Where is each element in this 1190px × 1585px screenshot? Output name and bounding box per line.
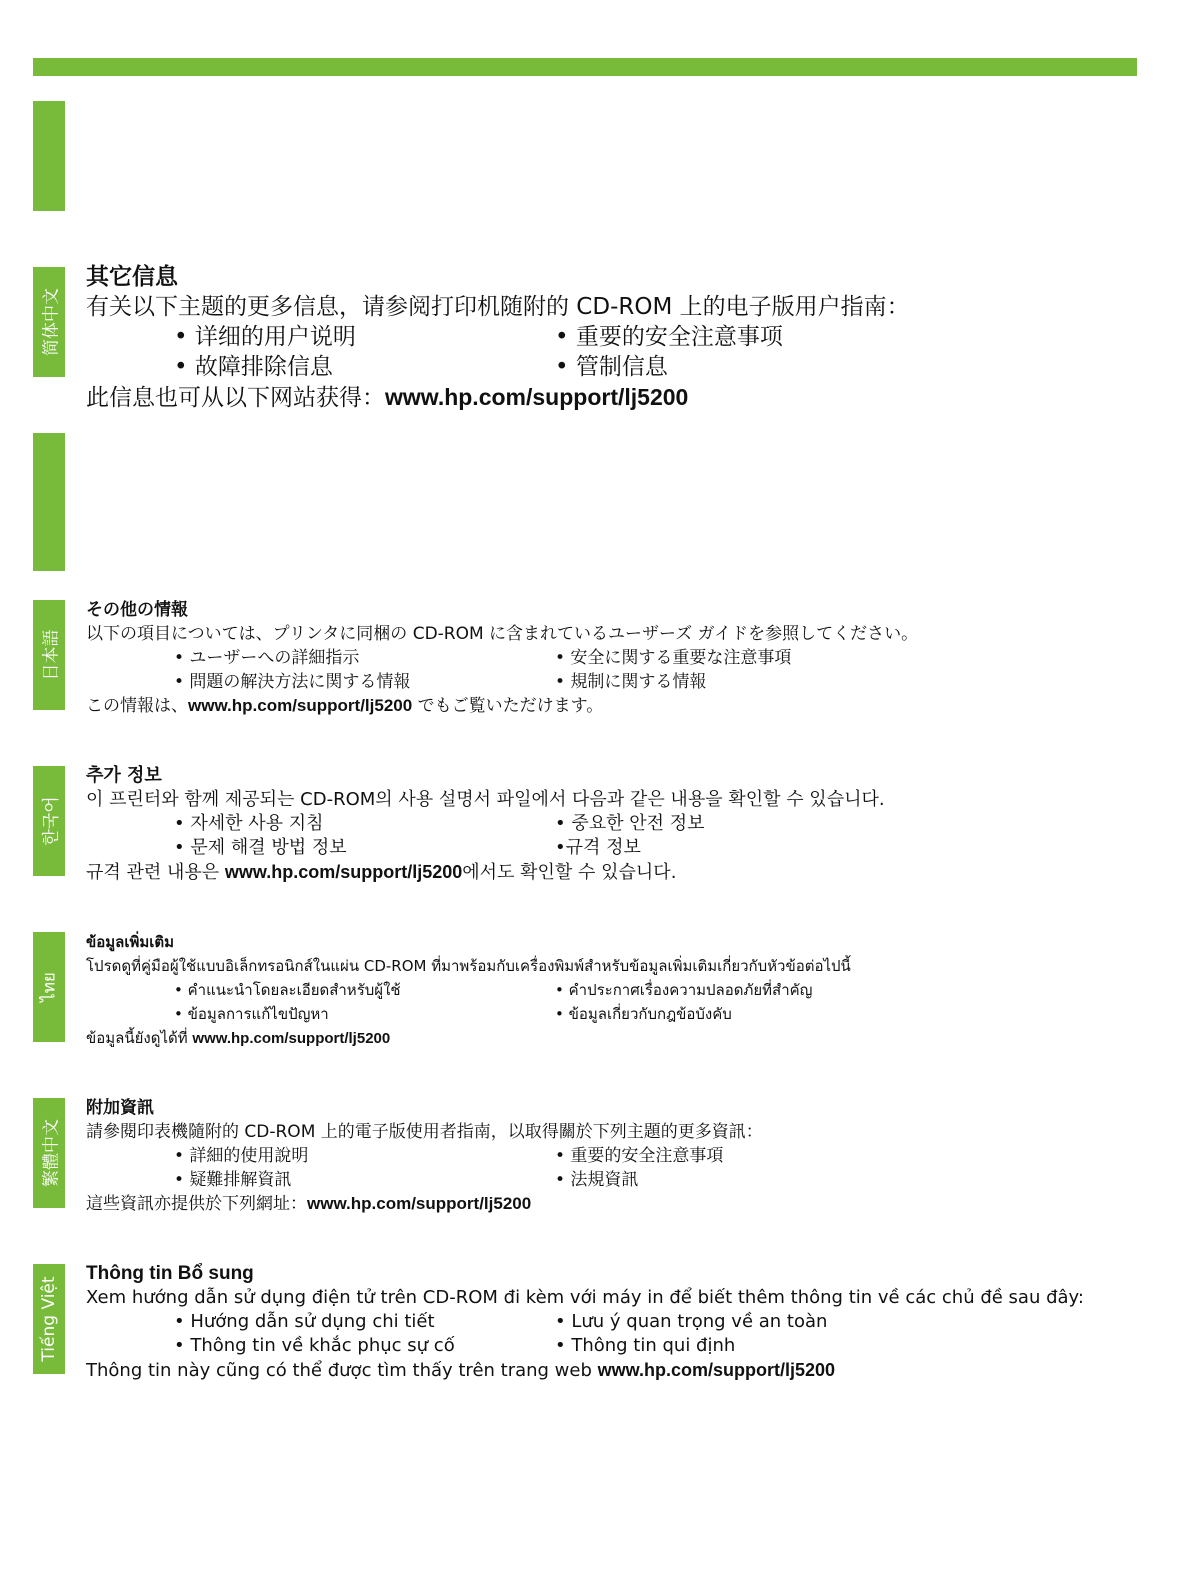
bullet-item: • 疑難排解資訊 — [174, 1170, 292, 1190]
intro-text: โปรดดูที่คู่มือผู้ใช้แบบอิเล็กทรอนิกส์ในแผ่น CD-ROM ที่มาพร้อมกับเครื่องพิมพ์สำหรับข้อมูลเพิ่มเติมเกี่ยวกับหัวข้อต่อไปนี้ — [86, 957, 851, 975]
section-simplified-chinese — [86, 262, 1176, 412]
tab-traditional-chinese — [33, 1098, 65, 1208]
section-title: Thông tin Bổ sung — [86, 1263, 254, 1284]
section-title: 其它信息 — [86, 264, 178, 290]
bullet-item: • 詳細的使用說明 — [174, 1146, 309, 1166]
section-title: ข้อมูลเพิ่มเติม — [86, 933, 175, 951]
footer-text: ข้อมูลนี้ยังดูได้ที่ — [86, 1029, 193, 1047]
bullet-row — [86, 1334, 1176, 1358]
support-url[interactable]: www.hp.com/support/lj5200 — [597, 1360, 836, 1380]
section-korean — [86, 764, 1176, 884]
bullet-item: • 详细的用户说明 — [174, 324, 356, 350]
section-title: 附加資訊 — [86, 1098, 154, 1118]
support-url[interactable]: www.hp.com/support/lj5200 — [385, 384, 689, 410]
footer-text: 此信息也可从以下网站获得： — [86, 385, 385, 411]
footer-line — [86, 1026, 1176, 1050]
bullet-row — [86, 646, 1176, 670]
support-url[interactable]: www.hp.com/support/lj5200 — [192, 1030, 391, 1047]
intro-text: Xem hướng dẫn sử dụng điện tử trên CD-ROM đi kèm với máy in để biết thêm thông tin về các chủ đề sau đây: — [86, 1287, 1084, 1308]
bullet-item: • 重要的安全注意事项 — [555, 324, 783, 350]
section-vietnamese — [86, 1262, 1176, 1382]
tab-vietnamese — [33, 1264, 65, 1374]
footer-text: 규격 관련 내용은 — [86, 862, 225, 883]
section-thai — [86, 930, 1176, 1050]
tab-label: 한국어 — [41, 796, 62, 846]
bullet-row — [86, 812, 1176, 836]
bullet-item: • 重要的安全注意事項 — [555, 1146, 724, 1166]
bullet-item: • 安全に関する重要な注意事項 — [555, 648, 792, 668]
top-accent-bar — [33, 58, 1137, 76]
bullet-row — [86, 1310, 1176, 1334]
bullet-row — [86, 1168, 1176, 1192]
bullet-item: • Thông tin qui định — [555, 1335, 736, 1356]
bullet-row — [86, 1002, 1176, 1026]
intro-text: 有关以下主题的更多信息，请参阅打印机随附的 CD-ROM 上的电子版用户指南： — [86, 294, 910, 320]
bullet-item: • Thông tin về khắc phục sự cố — [174, 1335, 455, 1356]
section-title: 추가 정보 — [86, 765, 162, 786]
bullet-item: • ユーザーへの詳細指示 — [174, 648, 360, 668]
tab-label: Tiếng Việt — [39, 1276, 59, 1362]
footer-line — [86, 382, 1176, 412]
intro-text: 請參閱印表機隨附的 CD-ROM 上的電子版使用者指南，以取得關於下列主題的更多資訊： — [86, 1122, 763, 1142]
tab-simplified-chinese — [33, 267, 65, 377]
footer-text: この情報は、 — [86, 696, 188, 716]
footer-text: 這些資訊亦提供於下列網址： — [86, 1194, 307, 1214]
bullet-item: • 자세한 사용 지침 — [174, 813, 324, 834]
bullet-item: • 問題の解決方法に関する情報 — [174, 672, 411, 692]
bullet-row — [86, 670, 1176, 694]
tab-label: 日本語 — [41, 629, 62, 681]
bullet-row — [86, 322, 1176, 352]
bullet-item: • คำแนะนำโดยละเอียดสำหรับผู้ใช้ — [174, 981, 401, 999]
support-url[interactable]: www.hp.com/support/lj5200 — [224, 862, 463, 882]
bullet-item: • 管制信息 — [555, 354, 668, 380]
intro-text: 以下の項目については、プリンタに同梱の CD-ROM に含まれているユーザーズ ガイドを参照してください。 — [86, 624, 919, 644]
section-title: その他の情報 — [86, 600, 188, 620]
support-url[interactable]: www.hp.com/support/lj5200 — [188, 696, 413, 715]
footer-line — [86, 860, 1176, 884]
support-url[interactable]: www.hp.com/support/lj5200 — [307, 1194, 532, 1213]
bullet-item: • คำประกาศเรื่องความปลอดภัยที่สำคัญ — [555, 981, 813, 999]
bullet-item: • Lưu ý quan trọng về an toàn — [555, 1311, 828, 1332]
tab-japanese — [33, 600, 65, 710]
bullet-item: • 法規資訊 — [555, 1170, 639, 1190]
footer-text: 에서도 확인할 수 있습니다. — [462, 862, 677, 883]
section-japanese — [86, 598, 1176, 718]
tab-label: 简体中文 — [41, 288, 62, 356]
bullet-item: •규격 정보 — [555, 837, 641, 858]
bullet-item: • 문제 해결 방법 정보 — [174, 837, 347, 858]
tab-thai — [33, 932, 65, 1042]
footer-line — [86, 694, 1176, 718]
bullet-item: • 중요한 안전 정보 — [555, 813, 705, 834]
bullet-item: • Hướng dẫn sử dụng chi tiết — [174, 1311, 435, 1332]
tab-blank-2 — [33, 433, 65, 571]
bullet-row — [86, 978, 1176, 1002]
section-traditional-chinese — [86, 1096, 1176, 1216]
bullet-row — [86, 1144, 1176, 1168]
footer-text: Thông tin này cũng có thể được tìm thấy trên trang web — [86, 1360, 598, 1381]
footer-text: でもご覧いただけます。 — [412, 696, 604, 716]
footer-line — [86, 1192, 1176, 1216]
bullet-row — [86, 352, 1176, 382]
bullet-item: • ข้อมูลการแก้ไขปัญหา — [174, 1005, 329, 1023]
bullet-item: • 規制に関する情報 — [555, 672, 707, 692]
tab-blank-1 — [33, 101, 65, 211]
bullet-item: • ข้อมูลเกี่ยวกับกฎข้อบังคับ — [555, 1005, 732, 1023]
bullet-row — [86, 836, 1176, 860]
intro-text: 이 프린터와 함께 제공되는 CD-ROM의 사용 설명서 파일에서 다음과 같은 내용을 확인할 수 있습니다. — [86, 789, 885, 810]
bullet-item: • 故障排除信息 — [174, 354, 333, 380]
footer-line — [86, 1358, 1176, 1382]
tab-korean — [33, 766, 65, 876]
tab-label: ไทย — [39, 972, 60, 1002]
tab-label: 繁體中文 — [41, 1119, 62, 1187]
